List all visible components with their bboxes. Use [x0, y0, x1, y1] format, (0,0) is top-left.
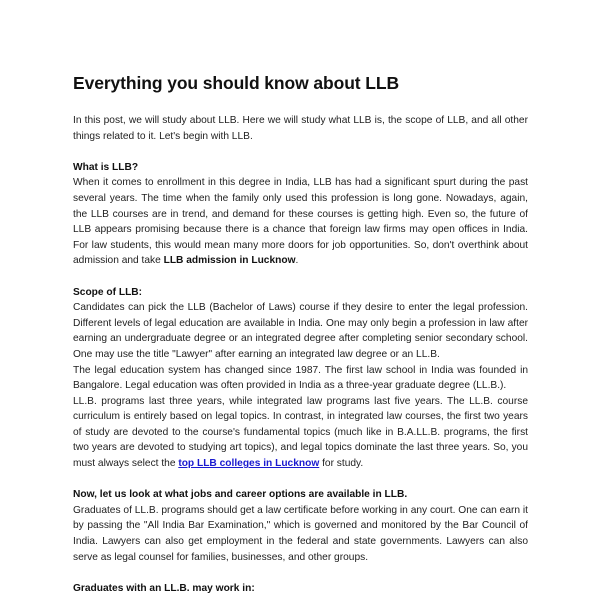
- section-graduates-work: [73, 581, 528, 597]
- paragraph-text: for study.: [319, 458, 364, 470]
- section-heading: Now, let us look at what jobs and career options are available in LLB.: [73, 489, 408, 501]
- section-what-is-llb: [73, 160, 528, 269]
- paragraph-text: When it comes to enrollment in this degree in India, LLB has had a significant spurt during the past several years. The time when the family only used this profession is long gone. Nowadays, again, the LLB courses are in trend, and demand for these courses is getting high. Even so, the future of LLB appears promising because there is a chance that foreign law firms may open offices in India. For law students, this would mean many more doors for job opportunities. So, don't overthink about admission and take: [73, 177, 528, 267]
- spacer: [73, 565, 528, 581]
- paragraph-text: LL.B. programs last three years, while integrated law programs last five years. The LL.B. course curriculum is entirely based on legal topics. In contrast, in integrated law courses, the first two years of study are devoted to the course's fundamental topics (much like in B.A.LL.B. programs, the first two years are devoted to studying art topics), and legal topics dominate the last three years. So, you must always select the: [73, 395, 528, 470]
- paragraph: Graduates of LL.B. programs should get a law certificate before working in any court. One can earn it by passing the "All India Bar Examination," which is governed and monitored by the Bar Council of India. Lawyers can also get employment in the federal and state governments. Lawyers can also serve as legal counsel for families, businesses, and other groups.: [73, 504, 528, 563]
- section-heading: Scope of LLB:: [73, 286, 143, 298]
- spacer: [73, 472, 528, 488]
- top-llb-colleges-link[interactable]: top LLB colleges in Lucknow: [178, 458, 320, 470]
- section-scope-of-llb: [73, 285, 528, 472]
- document-page: [73, 70, 528, 596]
- page-title: Everything you should know about LLB: [73, 73, 399, 93]
- paragraph-text: .: [295, 255, 299, 267]
- paragraph: The legal education system has changed since 1987. The first law school in India was founded in Bangalore. Legal education was often provided in India as a three-year graduate degree (LL.B.).: [73, 364, 528, 392]
- spacer: [73, 144, 528, 160]
- section-heading: Graduates with an LL.B. may work in:: [73, 582, 255, 594]
- bold-keyword: LLB admission in Lucknow: [163, 255, 296, 267]
- section-heading: What is LLB?: [73, 161, 139, 173]
- intro-paragraph: In this post, we will study about LLB. Here we will study what LLB is, the scope of LLB, and all other things related to it. Let's begin with LLB.: [73, 115, 528, 142]
- paragraph: [73, 394, 528, 472]
- spacer: [73, 269, 528, 285]
- paragraph: [73, 175, 528, 269]
- section-career-options: [73, 487, 528, 565]
- paragraph: Candidates can pick the LLB (Bachelor of Laws) course if they desire to enter the legal profession. Different levels of legal education are available in India. One may only begin a profession in law after earning an undergraduate degree or an integrated degree after completing senior secondary school. One may use the title "Lawyer" after earning an integrated law degree or an LL.B.: [73, 302, 528, 360]
